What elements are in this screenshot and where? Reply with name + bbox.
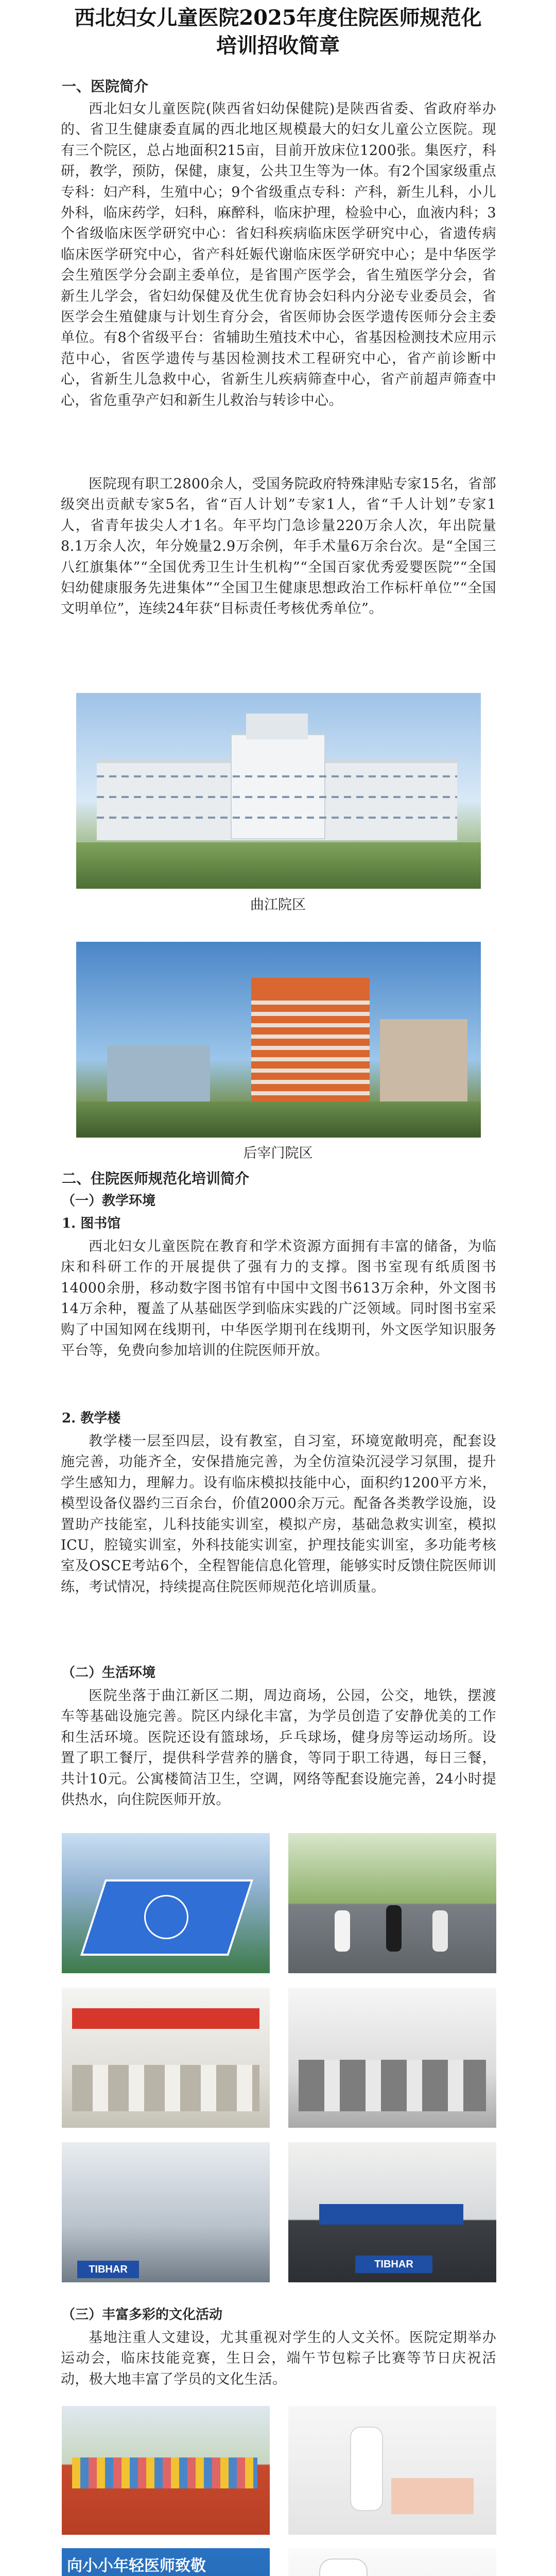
gym-photo [62, 2142, 270, 2282]
title-line-2: 培训招收简章 [216, 33, 340, 58]
caption-houzaimen-campus: 后宰门院区 [243, 1145, 313, 1161]
outdoor-sports-photo [288, 1833, 496, 1973]
table-tennis-room-photo [288, 2142, 496, 2282]
tibhar-sign-right: TIBHAR [355, 2256, 432, 2273]
subheading-library: 1. 图书馆 [62, 1216, 121, 1231]
tibhar-sign-left: TIBHAR [77, 2261, 139, 2278]
subheading-cultural-activities: （三）丰富多彩的文化活动 [62, 2307, 223, 2323]
caption-qujiang-campus: 曲江院区 [250, 897, 306, 913]
cultural-activities-paragraph: 基地注重人文建设，尤其重视对学生的人文关怀。医院定期举办运动会，临床技能竞赛，生日会，端午节包粽子比赛等节日庆祝活动，极大地丰富了学员的文化生活。 [61, 2330, 496, 2387]
living-environment-paragraph: 医院坐落于曲江新区二期，周边商场，公园，公交，地铁，摆渡车等基础设施完善。院区内绿化丰富，为学员创造了安静优美的工作和生活环境。医院还设有篮球场，乒乓球场，健身房等运动场所。设置了职工餐厅，提供科学营养的膳食，等同于职工待遇，每日三餐，共计10元。公寓楼简洁卫生，空调，网络等配套设施完善，24小时提供热水，向住院医师开放。 [61, 1688, 496, 1808]
basketball-court-photo [62, 1833, 270, 1973]
sports-meeting-photo [62, 2406, 270, 2535]
page-title [0, 0, 556, 60]
subheading-teaching-environment: （一）教学环境 [62, 1193, 156, 1209]
subheading-teaching-building: 2. 教学楼 [62, 1411, 121, 1426]
event-banner-text: 向小小年轻医师致敬 [67, 2557, 206, 2575]
cpr-training-photo [288, 2548, 496, 2576]
hospital-intro-paragraph-2: 医院现有职工2800余人，受国务院政府特殊津贴专家15名，省部级突出贡献专家5名，省“百人计划”专家1人，省“千人计划”专家1人，省青年拔尖人才1名。年平均门急诊量220万余人次，年出院量8.1万余人次，年分娩量2.9万余例，年手术量6万余台次。是“全国三八红旗集体”“全国优秀卫生计生机构”“全国百家优秀爱婴医院”“全国妇幼健康服务先进集体”“全国卫生健康思想政治工作标杆单位”“全国文明单位”，连续24年获“目标责任考核优秀单位”。 [61, 476, 496, 617]
subheading-living-environment: （二）生活环境 [62, 1665, 156, 1681]
skills-competition-photo [288, 2406, 496, 2535]
qujiang-campus-photo [76, 693, 481, 889]
section-heading-residency-training: 二、住院医师规范化培训简介 [62, 1170, 250, 1187]
hospital-intro-paragraph-1: 西北妇女儿童医院(陕西省妇幼保健院)是陕西省委、省政府举办的、省卫生健康委直属的西北地区规模最大的妇女儿童公立医院。现有三个院区，总占地面积215亩，目前开放床位1200张。集医疗，科研，教学，预防，保健，康复，公共卫生等为一体。有2个国家级重点专科：妇产科，生殖中心；9个省级重点专科：产科，新生儿科，小儿外科，临床药学，妇科，麻醉科，临床护理，检验中心，血液内科；3个省级临床医学研究中心：省妇科疾病临床医学研究中心，省遗传病临床医学研究中心，省产科妊娠代谢临床医学研究中心；是中华医学会生殖医学分会副主委单位，是省围产医学会，省生殖医学分会，省新生儿学会，省妇幼保健及优生优育协会妇科内分泌专业委员会，省医学会生殖健康与计划生育分会，省医师协会医学遗传医师分会主委单位。有8个省级平台：省辅助生殖技术中心，省基因检测技术应用示范中心，省医学遗传与基因检测技术工程研究中心，省产前诊断中心，省新生儿急救中心，省新生儿疾病筛查中心，省产前超声筛查中心，省危重孕产妇和新生儿救治与转诊中心。 [61, 101, 496, 409]
title-line-1: 西北妇女儿童医院2025年度住院医师规范化 [74, 6, 482, 30]
teaching-building-paragraph: 教学楼一层至四层，设有教室，自习室，环境宽敞明亮，配套设施完善，功能齐全，安保措施完善，为全仿渲染沉浸学习氛围，提升学生感知力，理解力。设有临床模拟技能中心，面积约1200平方米，模型设备仪器约三百余台，价值2000余万元。配备各类教学设施，设置助产技能室，儿科技能实训室，模拟产房，基础急救实训室，模拟ICU，腔镜实训室，外科技能实训室，护理技能实训室，多功能考核室及OSCE考站6个，全程智能信息化管理，能够实时反馈住院医师训练，考试情况，持续提高住院医师规范化培训质量。 [61, 1433, 496, 1595]
library-paragraph: 西北妇女儿童医院在教育和学术资源方面拥有丰富的储备，为临床和科研工作的开展提供了强有力的支撑。图书室现有纸质图书14000余册，移动数字图书馆有中国中文图书613万余种，外文图书14万余种，覆盖了从基础医学到临床实践的广泛领域。同时图书室采购了中国知网在线期刊，中华医学期刊在线期刊，外文医学知识服务平台等，免费向参加培训的住院医师开放。 [61, 1239, 496, 1359]
staff-canteen-photo [62, 1988, 270, 2128]
birthday-party-photo [62, 2548, 270, 2576]
section-heading-hospital-intro: 一、医院简介 [62, 78, 149, 95]
houzaimen-campus-photo [76, 942, 481, 1138]
dining-hall-photo [288, 1988, 496, 2128]
